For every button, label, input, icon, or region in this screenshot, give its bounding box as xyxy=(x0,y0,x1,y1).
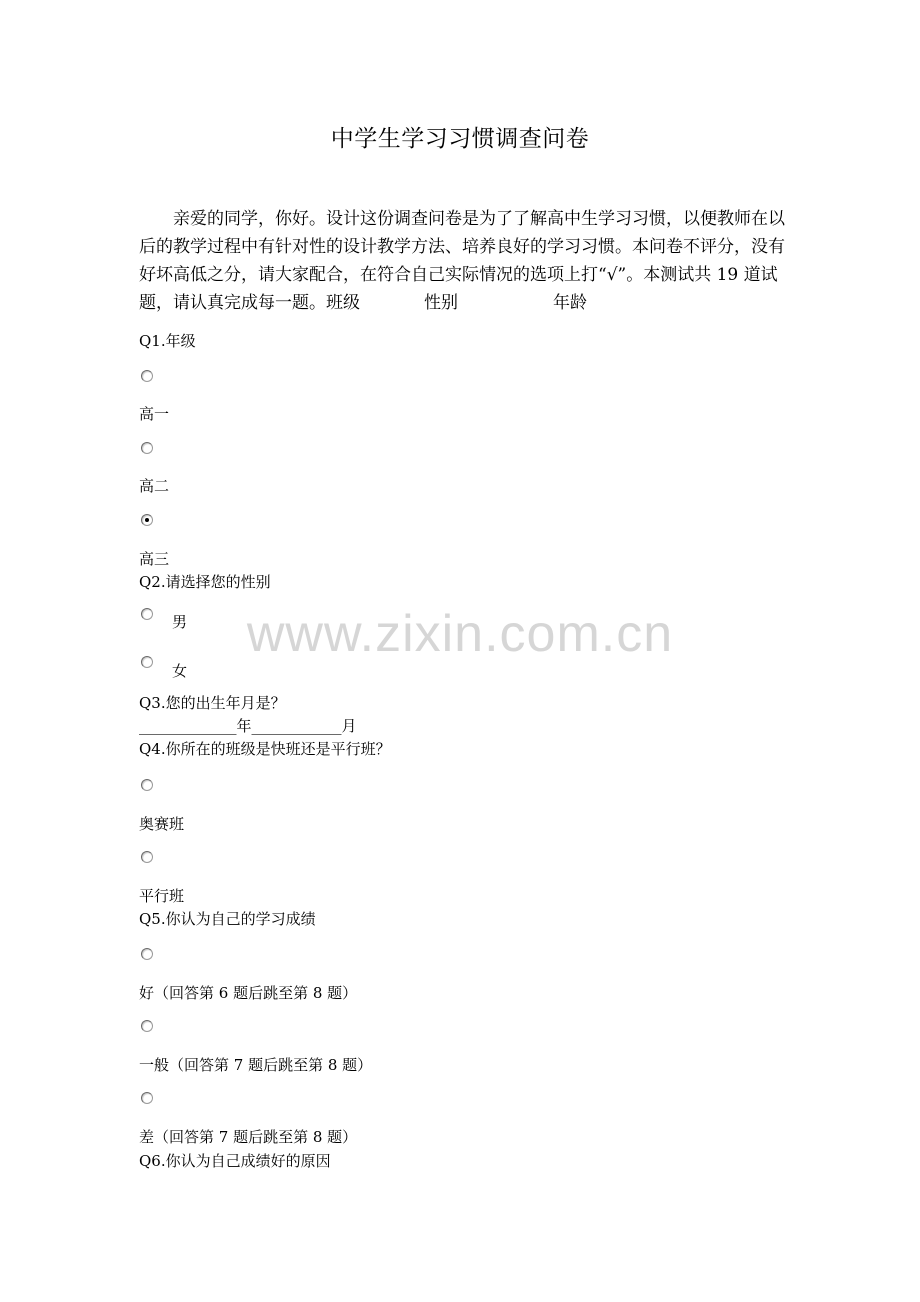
q5-radio-poor[interactable] xyxy=(141,1092,153,1104)
q3-birth-blank[interactable]: _____________年____________月 xyxy=(139,717,357,735)
q1-option-label: 高一 xyxy=(139,405,170,423)
page-title: 中学生学习习惯调查问卷 xyxy=(330,126,590,152)
q1-radio-grade-1[interactable] xyxy=(141,370,153,382)
q1-title: Q1.年级 xyxy=(139,332,196,350)
q2-radio-male[interactable] xyxy=(141,608,153,620)
q1-option-label: 高三 xyxy=(139,550,170,568)
q4-title: Q4.你所在的班级是快班还是平行班？ xyxy=(139,740,391,758)
q4-option-label: 奥赛班 xyxy=(139,815,185,833)
q2-option-label: 女 xyxy=(172,662,188,680)
q2-title: Q2.请选择您的性别 xyxy=(139,573,271,591)
q3-title: Q3.您的出生年月是？ xyxy=(139,694,286,712)
q5-option-label: 差（回答第 7 题后跳至第 8 题） xyxy=(139,1128,358,1146)
q5-option-label: 一般（回答第 7 题后跳至第 8 题） xyxy=(139,1056,373,1074)
intro-text: 亲爱的同学，你好。设计这份调查问卷是为了了解高中生学习习惯，以便教师在以后的教学过程中有针对性的设计教学方法、培养良好的学习习惯。本问卷不评分，没有好坏高低之分，请大家配合，在符合自己实际情况的选项上打“√”。本测试共 19 道试题，请认真完成每一题。班级 xyxy=(139,209,785,313)
q1-radio-grade-3[interactable] xyxy=(141,514,153,526)
q4-radio-olympiad[interactable] xyxy=(141,779,153,791)
q1-option-label: 高二 xyxy=(139,477,170,495)
q5-title: Q5.你认为自己的学习成绩 xyxy=(139,910,316,928)
q4-option-label: 平行班 xyxy=(139,887,185,905)
q2-radio-female[interactable] xyxy=(141,656,153,668)
watermark-text: www.zixin.com.cn xyxy=(246,605,674,663)
intro-paragraph xyxy=(139,205,789,317)
gender-label: 性别 xyxy=(424,293,458,313)
q6-title: Q6.你认为自己成绩好的原因 xyxy=(139,1152,331,1170)
age-label: 年龄 xyxy=(553,293,587,313)
q4-radio-parallel[interactable] xyxy=(141,851,153,863)
q5-option-label: 好（回答第 6 题后跳至第 8 题） xyxy=(139,984,358,1002)
q5-radio-average[interactable] xyxy=(141,1020,153,1032)
q5-radio-good[interactable] xyxy=(141,948,153,960)
q2-option-label: 男 xyxy=(172,613,188,631)
q1-radio-grade-2[interactable] xyxy=(141,442,153,454)
